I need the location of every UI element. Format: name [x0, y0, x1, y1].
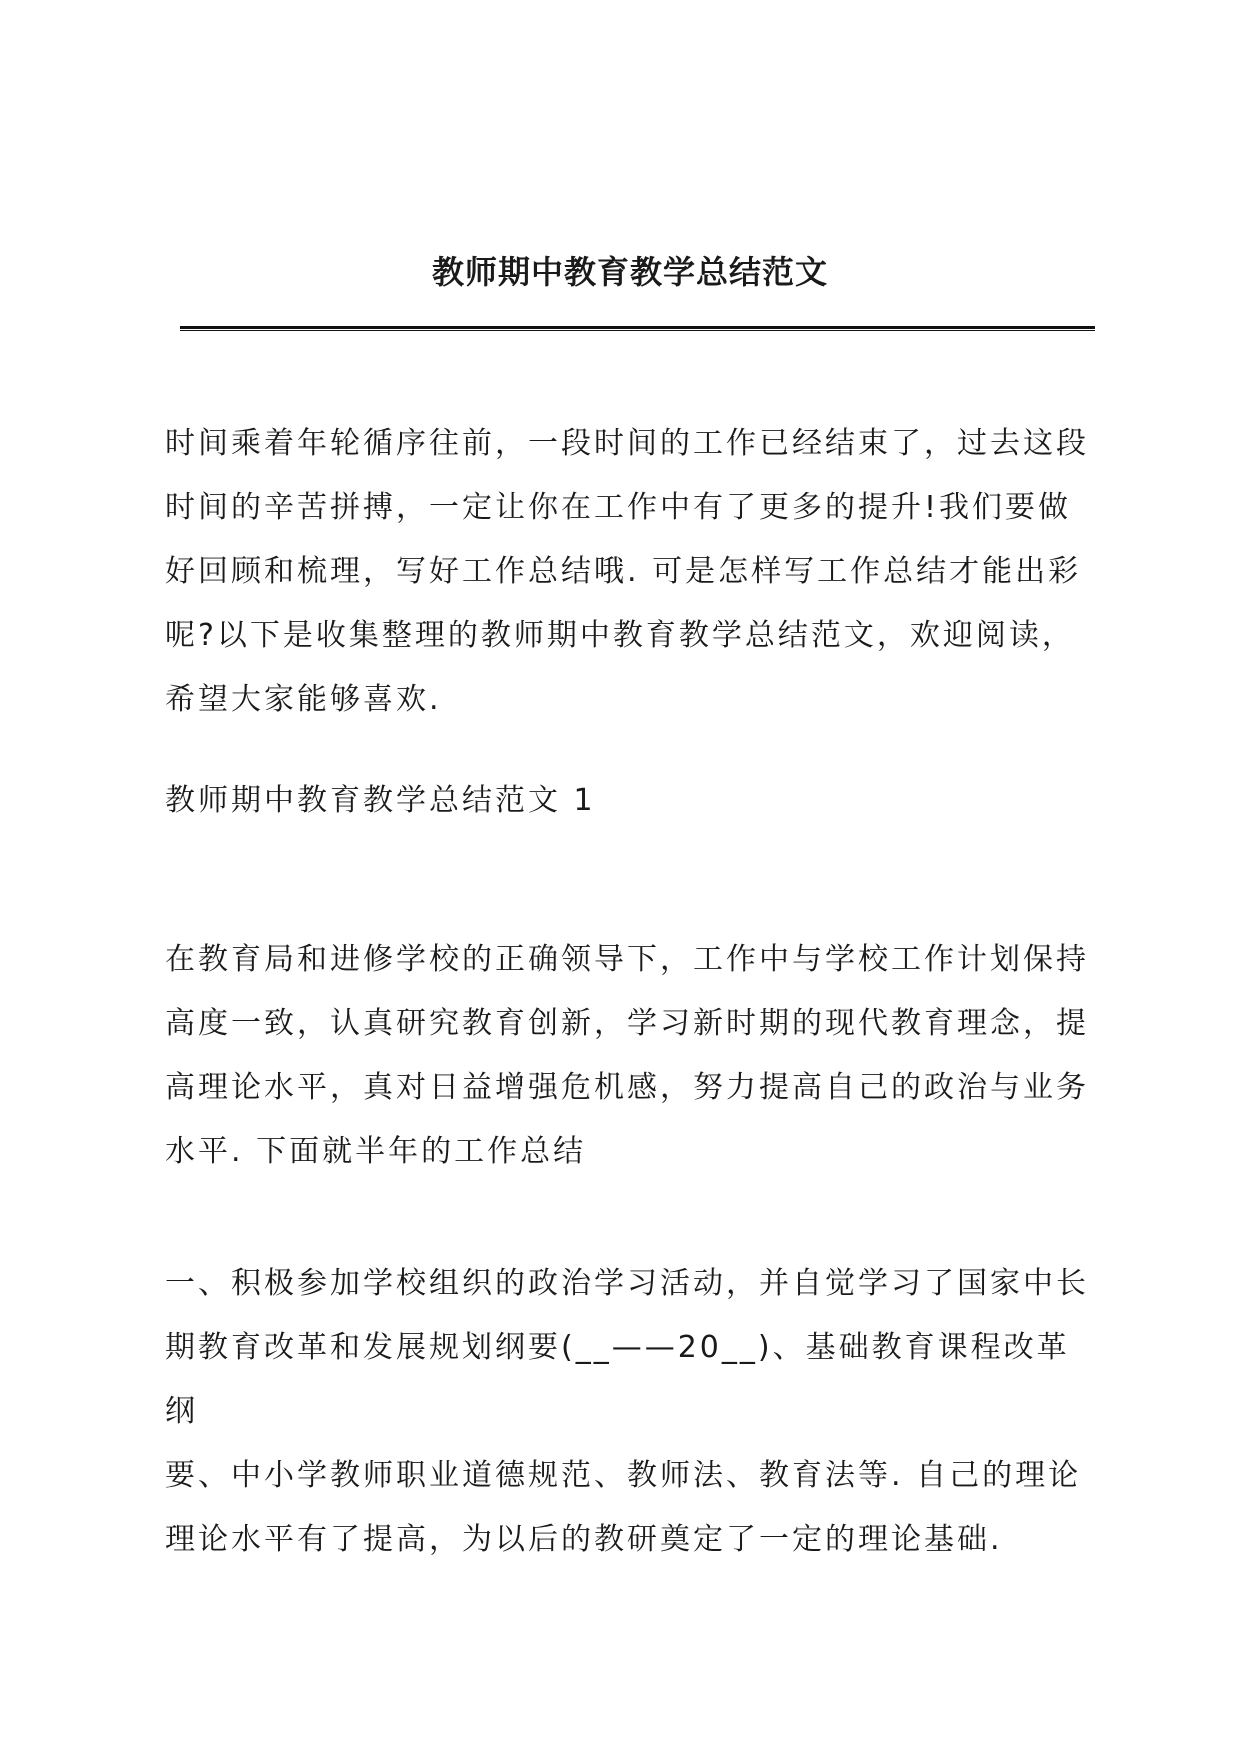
intro-paragraph: 时间乘着年轮循序往前，一段时间的工作已经结束了，过去这段 时间的辛苦拼搏，一定让你在工作中有了更多的提升!我们要做 好回顾和梳理，写好工作总结哦. 可是怎样写工作总结才能出彩 呢?以下是收集整理的教师期中教育教学总结范文，欢迎阅读， 希望大家能够喜欢.	[165, 426, 1089, 717]
document-title: 教师期中教育教学总结范文	[431, 253, 828, 291]
body-paragraph-1: 在教育局和进修学校的正确领导下，工作中与学校工作计划保持 高度一致，认真研究教育创新，学习新时期的现代教育理念，提 高理论水平，真对日益增强危机感，努力提高自己的政治与业务 水平. 下面就半年的工作总结	[165, 942, 1089, 1169]
title-double-rule	[180, 326, 1095, 331]
body-paragraph-2: 一、积极参加学校组织的政治学习活动，并自觉学习了国家中长 期教育改革和发展规划纲要(__——20__)、基础教育课程改革纲 要、中小学教师职业道德规范、教师法、教育法等. 自己的理论 理论水平有了提高，为以后的教研奠定了一定的理论基础.	[165, 1266, 1089, 1557]
section-heading: 教师期中教育教学总结范文 1	[165, 783, 596, 818]
